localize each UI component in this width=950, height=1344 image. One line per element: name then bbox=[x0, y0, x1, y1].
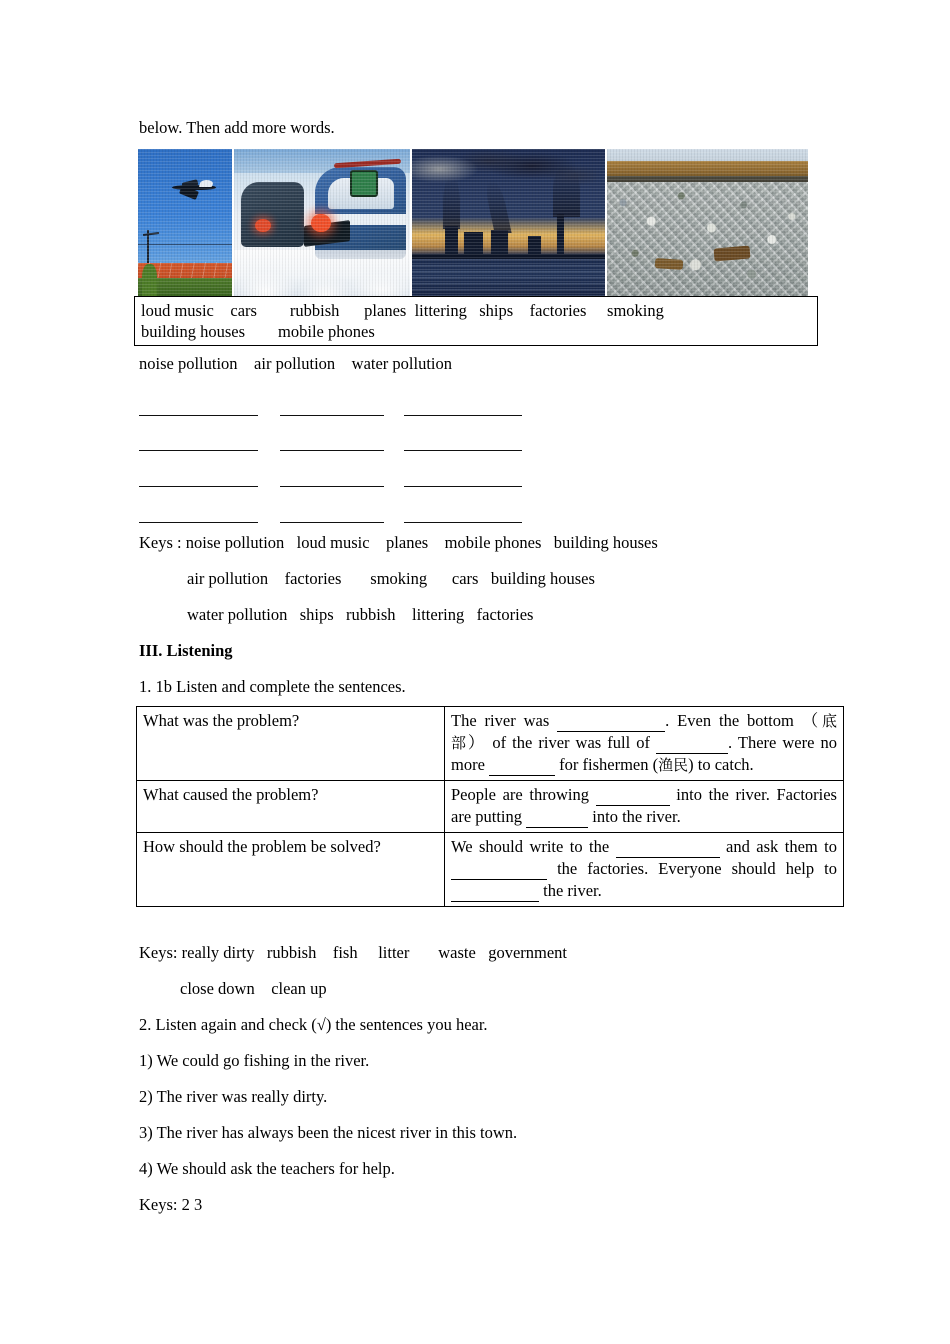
task2-instruction: 2. Listen again and check (√) the sentences you hear. bbox=[139, 1015, 488, 1034]
answer-text: ） bbox=[467, 733, 487, 752]
word-bank-box bbox=[134, 296, 818, 346]
answer-text: . There were no more bbox=[451, 733, 837, 774]
fill-blank[interactable] bbox=[596, 791, 670, 806]
chinese-gloss-bottom: 底 部 bbox=[451, 712, 837, 752]
answer-text: People are throwing bbox=[451, 785, 596, 804]
answer-text: We should write to the bbox=[451, 837, 616, 856]
answer-cell-3[interactable] bbox=[445, 833, 844, 907]
airplane-image bbox=[138, 149, 232, 297]
answer-blank[interactable] bbox=[404, 403, 522, 416]
keys-2-line-2: close down clean up bbox=[180, 979, 327, 998]
keys-3: Keys: 2 3 bbox=[139, 1195, 203, 1214]
keys-2-line-1: Keys: really dirty rubbish fish litter waste government bbox=[139, 943, 568, 962]
answer-blank[interactable] bbox=[280, 474, 384, 487]
answer-text: them to bbox=[784, 837, 837, 856]
listening-answers-table bbox=[136, 706, 844, 907]
pollution-type-headers: noise pollution air pollution water pollution bbox=[139, 354, 453, 373]
factory-smokestacks-image bbox=[412, 149, 605, 297]
answer-blank[interactable] bbox=[139, 510, 258, 523]
airplane-shape bbox=[166, 180, 218, 194]
fill-blank[interactable] bbox=[656, 739, 728, 754]
answer-text: the river. bbox=[539, 881, 602, 900]
answer-text: The river was bbox=[451, 711, 558, 730]
keys-1-line-2: air pollution factories smoking cars building houses bbox=[187, 569, 595, 588]
answer-blank[interactable] bbox=[280, 510, 384, 523]
answer-blank-row-2[interactable] bbox=[139, 433, 522, 451]
chinese-gloss-fishermen: 渔民 bbox=[658, 756, 689, 774]
answer-blank[interactable] bbox=[139, 438, 258, 451]
rubbish-landfill-image bbox=[607, 149, 808, 297]
task2-item-1[interactable]: 1) We could go fishing in the river. bbox=[139, 1051, 370, 1070]
answer-text: should help to bbox=[731, 859, 838, 878]
fill-blank[interactable] bbox=[451, 887, 539, 902]
word-bank-line-2: building houses mobile phones bbox=[141, 322, 375, 341]
answer-blank-row-3[interactable] bbox=[139, 469, 522, 487]
answer-text: for bbox=[555, 755, 583, 774]
answer-blank[interactable] bbox=[404, 474, 522, 487]
section-heading-listening: III. Listening bbox=[139, 641, 233, 660]
table-row bbox=[137, 833, 844, 907]
answer-blank-row-1[interactable] bbox=[139, 398, 522, 416]
keys-1-line-1: Keys : noise pollution loud music planes mobile phones building houses bbox=[139, 533, 658, 552]
task2-item-3[interactable]: 3) The river has always been the nicest river in this town. bbox=[139, 1123, 518, 1142]
task2-item-4[interactable]: 4) We should ask the teachers for help. bbox=[139, 1159, 395, 1178]
answer-blank[interactable] bbox=[139, 474, 258, 487]
fill-blank[interactable] bbox=[451, 865, 547, 880]
answer-blank[interactable] bbox=[404, 438, 522, 451]
answer-text: into the river. bbox=[669, 785, 777, 804]
question-cell-1: What was the problem? bbox=[137, 707, 445, 781]
answer-cell-2[interactable] bbox=[445, 781, 844, 833]
table-row bbox=[137, 781, 844, 833]
answer-text: fishermen ( bbox=[582, 755, 659, 774]
answer-text: （ bbox=[801, 711, 822, 730]
fill-blank[interactable] bbox=[616, 843, 720, 858]
keys-1-line-3: water pollution ships rubbish littering factories bbox=[187, 605, 534, 624]
answer-text: . Even the bbox=[665, 711, 748, 730]
answer-text: bottom bbox=[747, 711, 802, 730]
fill-blank[interactable] bbox=[526, 813, 588, 828]
answer-cell-1[interactable] bbox=[445, 707, 844, 781]
answer-blank[interactable] bbox=[280, 403, 384, 416]
answer-blank[interactable] bbox=[404, 510, 522, 523]
table-row bbox=[137, 707, 844, 781]
pollution-image-strip bbox=[138, 149, 808, 297]
intro-line: below. Then add more words. bbox=[139, 118, 335, 137]
fill-blank[interactable] bbox=[557, 717, 665, 732]
answer-blank[interactable] bbox=[139, 403, 258, 416]
task1-instruction: 1. 1b Listen and complete the sentences. bbox=[139, 677, 406, 696]
task2-item-2[interactable]: 2) The river was really dirty. bbox=[139, 1087, 328, 1106]
fill-blank[interactable] bbox=[489, 761, 555, 776]
answer-text: and ask bbox=[719, 837, 785, 856]
answer-text: into the river. bbox=[588, 807, 681, 826]
answer-blank-row-4[interactable] bbox=[139, 505, 522, 523]
answer-text: Factories are putting bbox=[451, 785, 837, 826]
answer-text: the factories. Everyone bbox=[547, 859, 732, 878]
question-cell-3: How should the problem be solved? bbox=[137, 833, 445, 907]
answer-blank[interactable] bbox=[280, 438, 384, 451]
question-cell-2: What caused the problem? bbox=[137, 781, 445, 833]
word-bank-line-1: loud music cars rubbish planes littering ships factories smoking bbox=[141, 301, 664, 320]
answer-text: ) to catch. bbox=[688, 755, 754, 774]
cars-in-snow-image bbox=[234, 149, 410, 297]
answer-text: of the river was full of bbox=[486, 733, 657, 752]
